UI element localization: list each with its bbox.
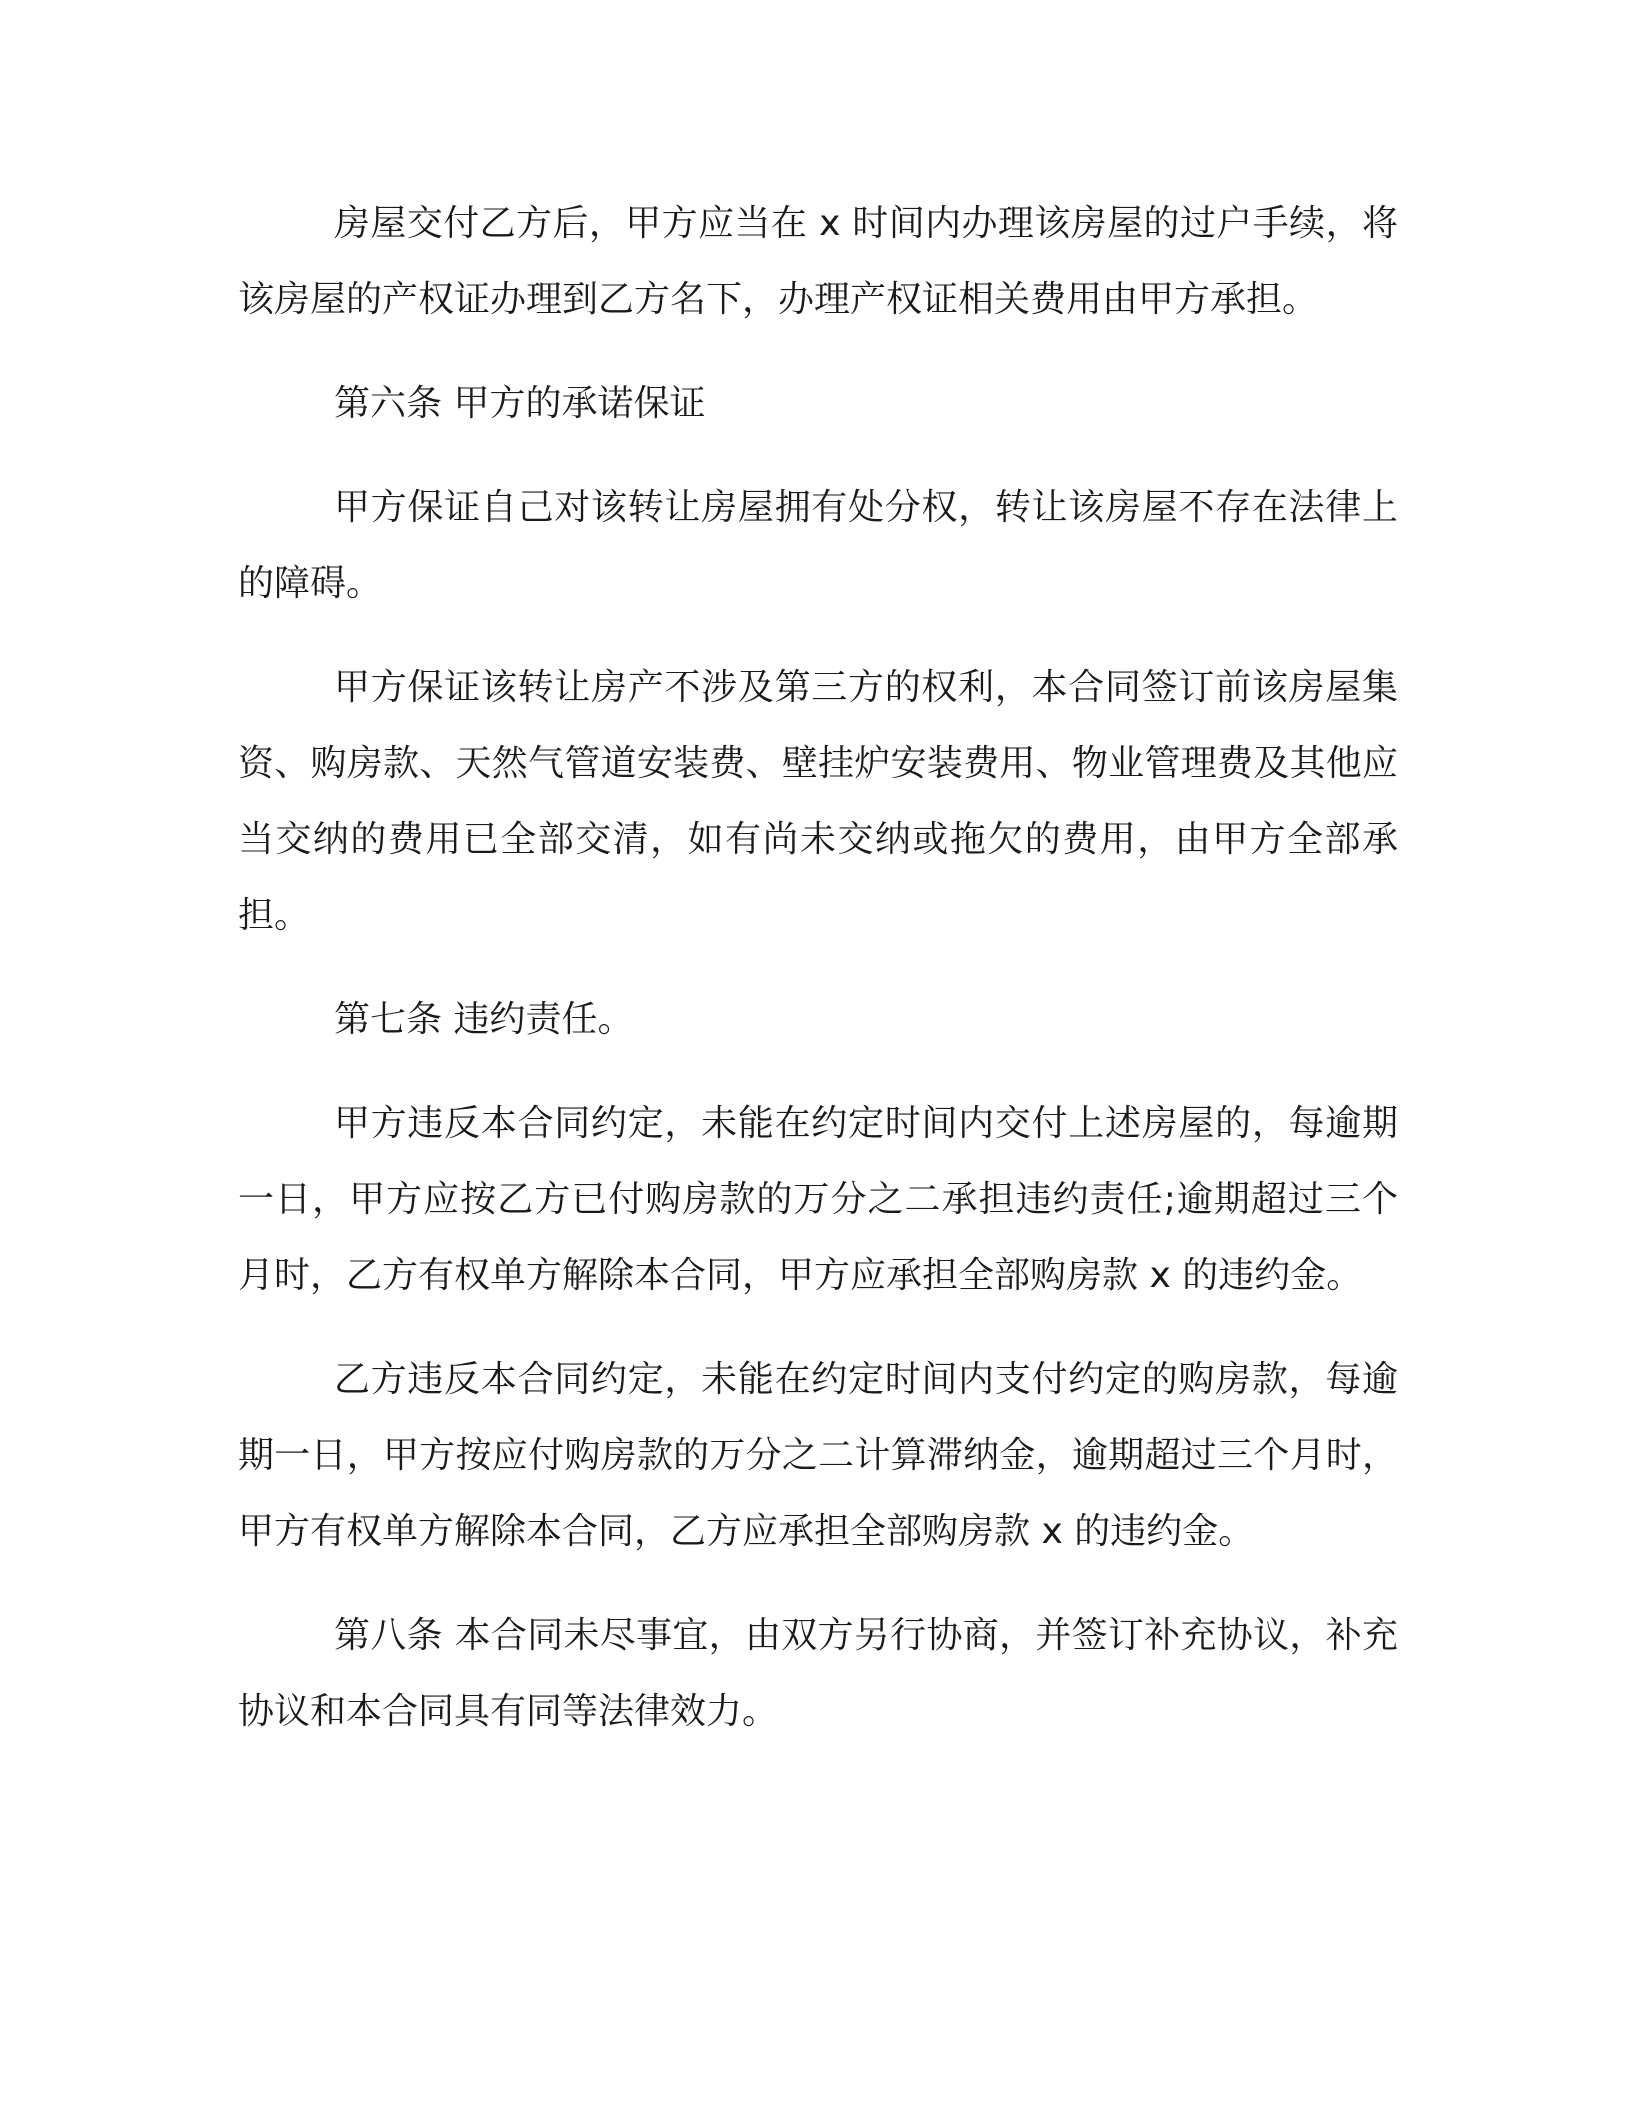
paragraph-article-8: 第八条 本合同未尽事宜，由双方另行协商，并签订补充协议，补充协议和本合同具有同等法律效力。 — [238, 1615, 1398, 1732]
paragraph-disposal-right: 甲方保证自己对该转让房屋拥有处分权，转让该房屋不存在法律上的障碍。 — [238, 487, 1398, 604]
paragraph-party-b-breach: 乙方违反本合同约定，未能在约定时间内支付约定的购房款，每逾期一日，甲方按应付购房款的万分之二计算滞纳金，逾期超过三个月时，甲方有权单方解除本合同，乙方应承担全部购房款 x 的违约金。 — [238, 1359, 1398, 1552]
heading-article-6: 第六条 甲方的承诺保证 — [334, 383, 706, 424]
paragraph-third-party-rights: 甲方保证该转让房产不涉及第三方的权利，本合同签订前该房屋集资、购房款、天然气管道安装费、壁挂炉安装费用、物业管理费及其他应当交纳的费用已全部交清，如有尚未交纳或拖欠的费用，由甲方全部承担。 — [238, 667, 1398, 936]
document-body — [238, 186, 1398, 1778]
paragraph-transfer-procedure: 房屋交付乙方后，甲方应当在 x 时间内办理该房屋的过户手续，将该房屋的产权证办理到乙方名下，办理产权证相关费用由甲方承担。 — [238, 203, 1398, 320]
heading-article-7: 第七条 违约责任。 — [334, 999, 634, 1040]
paragraph-party-a-breach: 甲方违反本合同约定，未能在约定时间内交付上述房屋的，每逾期一日，甲方应按乙方已付购房款的万分之二承担违约责任;逾期超过三个月时，乙方有权单方解除本合同，甲方应承担全部购房款 x 的违约金。 — [238, 1103, 1398, 1296]
